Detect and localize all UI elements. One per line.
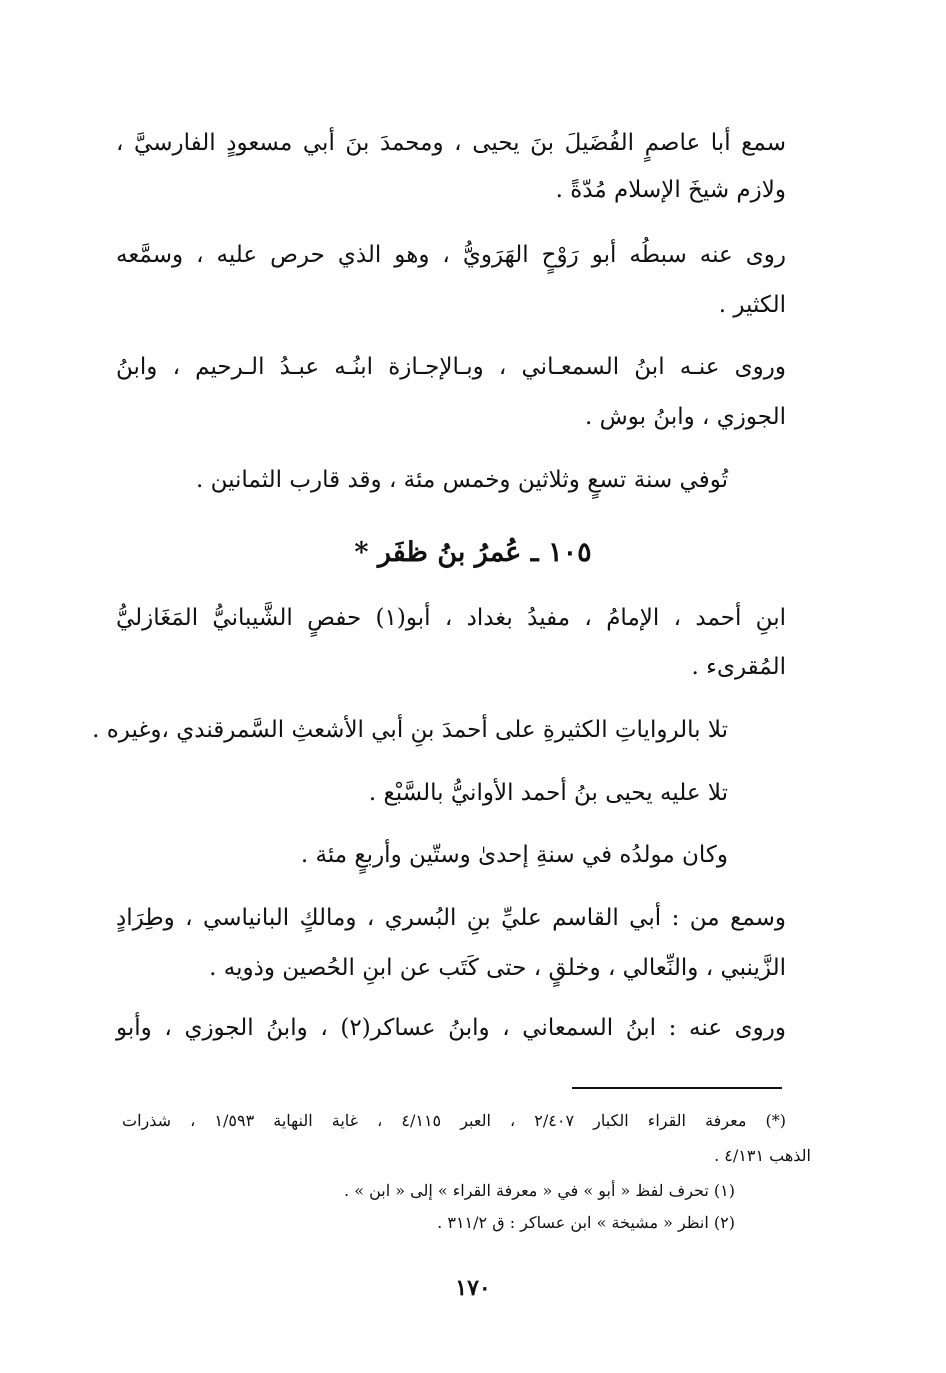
body-line: وكان مولدُه في سنةِ إحدىٰ وستّين وأربعٍ مئة . [300, 842, 728, 868]
footnote: الذهب ٤/١٣١ . [714, 1146, 811, 1165]
body-line: الزَّينبي ، والنِّعالي ، وخلقٍ ، حتى كَتَب عن ابنِ الحُصين وذويه . [209, 955, 786, 981]
footnote-divider [572, 1087, 782, 1089]
body-line: تُوفي سنة تسعٍ وثلاثين وخمس مئة ، وقد قارب الثمانين . [195, 467, 728, 493]
body-line: وروى عنـه ابنُ السمعـاني ، وبـالإجـازة ابنُـه عبـدُ الـرحيم ، وابنُ [116, 354, 786, 380]
entry-heading: ١٠٥ ـ عُمرُ بنُ ظفَر * [354, 537, 592, 568]
body-line: الكثير . [718, 292, 786, 318]
body-line: ابنِ أحمد ، الإمامُ ، مفيدُ بغداد ، أبو(١) حفصٍ الشَّيبانيُّ المَغَازليُّ [116, 605, 786, 631]
body-line: تلا عليه يحيى بنُ أحمد الأوانيُّ بالسَّبْع . [368, 780, 728, 806]
body-line: تلا بالرواياتِ الكثيرةِ على أحمدَ بنِ أبي الأشعثِ السَّمرقندي ،وغيره . [92, 717, 728, 743]
footnote: (١) تحرف لفظ « أبو » في « معرفة القراء » إلى « ابن » . [344, 1181, 735, 1200]
body-line: سمع أبا عاصمٍ الفُضَيلَ بنَ يحيى ، ومحمدَ بنَ أبي مسعودٍ الفارسيَّ ، [116, 130, 786, 156]
body-line: وسمع من : أبي القاسم عليِّ بنِ البُسري ، ومالكٍ البانياسي ، وطِرَادٍ [116, 905, 786, 931]
footnote: (*) معرفة القراء الكبار ٢/٤٠٧ ، العبر ٤/١١٥ ، غاية النهاية ١/٥٩٣ ، شذرات [122, 1111, 787, 1130]
footnote: (٢) انظر « مشيخة » ابن عساكر : ق ٣١١/٢ . [437, 1213, 735, 1232]
page-number: ١٧٠ [455, 1275, 491, 1301]
body-line: الجوزي ، وابنُ بوش . [585, 404, 786, 430]
body-line: وروى عنه : ابنُ السمعاني ، وابنُ عساكر(٢) ، وابنُ الجوزي ، وأبو [116, 1015, 786, 1041]
body-line: المُقرىء . [691, 654, 786, 680]
body-line: روى عنه سبطُه أبو رَوْحٍ الهَرَويُّ ، وهو الذي حرص عليه ، وسمَّعه [116, 242, 786, 268]
body-line: ولازم شيخَ الإسلام مُدّةً . [555, 177, 786, 203]
